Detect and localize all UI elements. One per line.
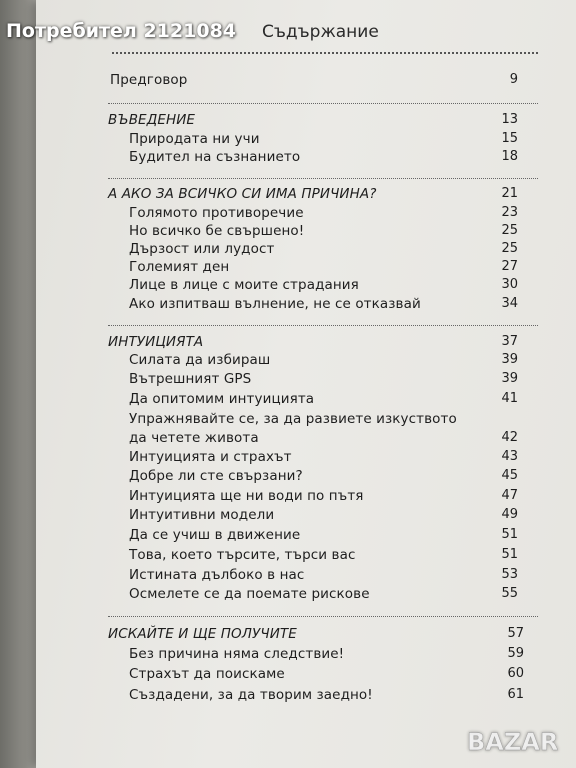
toc-entry bbox=[0, 391, 576, 411]
toc-entry-page: 25 bbox=[501, 241, 518, 256]
toc-entry-page: 61 bbox=[507, 687, 524, 702]
toc-entry-page: 41 bbox=[501, 391, 518, 406]
toc-entry-page: 42 bbox=[501, 430, 518, 445]
toc-entry-page: 59 bbox=[507, 646, 524, 661]
toc-entry-page: 13 bbox=[501, 112, 518, 127]
toc-entry-title: Вътрешният GPS bbox=[129, 371, 252, 387]
section-divider bbox=[108, 616, 538, 617]
toc-entry-page: 39 bbox=[501, 352, 518, 367]
toc-entry-title: Силата да избираш bbox=[129, 352, 271, 368]
toc-entry-section bbox=[0, 334, 576, 354]
toc-entry-title: Дързост или лудост bbox=[129, 241, 275, 257]
toc-entry bbox=[0, 547, 576, 567]
toc-entry bbox=[0, 430, 576, 450]
toc-entry-page: 60 bbox=[507, 666, 524, 681]
toc-entry bbox=[0, 352, 576, 372]
toc-entry bbox=[0, 241, 576, 261]
toc-entry-page: 9 bbox=[509, 72, 518, 87]
toc-entry-page: 27 bbox=[501, 259, 518, 274]
toc-entry-page: 49 bbox=[501, 507, 518, 522]
toc-entry-title: Ако изпитваш вълнение, не се отказвай bbox=[129, 296, 421, 312]
toc-entry-title: Голямото противоречие bbox=[129, 205, 304, 221]
toc-entry-title: Това, което търсите, търси вас bbox=[129, 547, 356, 563]
toc-entry bbox=[0, 507, 576, 527]
toc-entry-title: Упражнявайте се, за да развиете изкуството bbox=[129, 411, 457, 427]
toc-entry bbox=[0, 223, 576, 243]
toc-entry-title: Интуитивни модели bbox=[129, 507, 275, 523]
toc-entry-section bbox=[0, 186, 576, 206]
toc-entry-title: А АКО ЗА ВСИЧКО СИ ИМА ПРИЧИНА? bbox=[108, 186, 377, 202]
toc-entry-section bbox=[0, 112, 576, 132]
toc-entry-page: 15 bbox=[501, 131, 518, 146]
toc-entry-title: да четете живота bbox=[129, 430, 259, 446]
bazar-logo bbox=[465, 722, 565, 765]
toc-entry-title: Големият ден bbox=[129, 259, 230, 275]
toc-entry-page: 25 bbox=[501, 223, 518, 238]
section-divider bbox=[108, 178, 538, 179]
toc-entry bbox=[0, 411, 576, 431]
toc-entry bbox=[0, 131, 576, 151]
section-divider bbox=[108, 325, 538, 326]
toc-entry-title: Да се учиш в движение bbox=[129, 527, 301, 543]
toc-entry-title: Страхът да поискаме bbox=[129, 666, 285, 682]
toc-entry bbox=[0, 687, 576, 707]
toc-entry-title: Природата ни учи bbox=[129, 131, 260, 147]
page-title: Съдържание bbox=[262, 22, 379, 42]
toc-entry-page: 47 bbox=[501, 488, 518, 503]
toc-entry bbox=[0, 277, 576, 297]
toc-entry-title: Без причина няма следствие! bbox=[129, 646, 345, 662]
toc-entry-title: Добре ли сте свързани? bbox=[129, 468, 303, 484]
section-divider bbox=[108, 103, 538, 104]
toc-entry-page: 39 bbox=[501, 371, 518, 386]
toc-entry-title: Интуицията и страхът bbox=[129, 449, 292, 465]
toc-entry-title: Осмелете се да поемате рискове bbox=[129, 586, 370, 602]
toc-entry bbox=[0, 488, 576, 508]
toc-entry-title: ИНТУИЦИЯТА bbox=[108, 334, 204, 350]
toc-entry-page: 53 bbox=[501, 567, 518, 582]
toc-entry-page: 21 bbox=[501, 186, 518, 201]
toc-entry-title: Будител на съзнанието bbox=[129, 149, 301, 165]
toc-entry-title: ВЪВЕДЕНИЕ bbox=[108, 112, 196, 128]
toc-entry bbox=[0, 259, 576, 279]
toc-entry bbox=[0, 449, 576, 469]
toc-entry bbox=[0, 371, 576, 391]
toc-entry bbox=[0, 527, 576, 547]
bazar-logo-text: BAZAR bbox=[467, 728, 559, 756]
toc-entry bbox=[0, 149, 576, 169]
toc-entry-page: 30 bbox=[501, 277, 518, 292]
toc-entry bbox=[0, 646, 576, 666]
toc-entry-page: 45 bbox=[501, 468, 518, 483]
toc-entry-title: ИСКАЙТЕ И ЩЕ ПОЛУЧИТЕ bbox=[108, 626, 297, 642]
toc-entry-page: 43 bbox=[501, 449, 518, 464]
toc-entry-foreword bbox=[0, 72, 576, 92]
header-divider bbox=[112, 52, 538, 54]
toc-entry-title: Предговор bbox=[110, 72, 188, 88]
toc-entry-page: 34 bbox=[501, 296, 518, 311]
toc-entry bbox=[0, 666, 576, 686]
bazar-logo-mark bbox=[465, 722, 565, 758]
user-watermark: Потребител 2121084 bbox=[6, 20, 237, 42]
toc-entry bbox=[0, 468, 576, 488]
toc-entry-title: Истината дълбоко в нас bbox=[129, 567, 305, 583]
toc-entry-page: 23 bbox=[501, 205, 518, 220]
toc-entry-title: Интуицията ще ни води по пътя bbox=[129, 488, 364, 504]
toc-entry-section bbox=[0, 626, 576, 646]
toc-entry-page: 51 bbox=[501, 527, 518, 542]
toc-entry-page: 51 bbox=[501, 547, 518, 562]
toc-entry-page: 55 bbox=[501, 586, 518, 601]
toc-entry-page: 57 bbox=[507, 626, 524, 641]
toc-entry-title: Лице в лице с моите страдания bbox=[129, 277, 359, 293]
toc-entry-title: Но всичко бе свършено! bbox=[129, 223, 305, 239]
toc-entry bbox=[0, 567, 576, 587]
toc-entry-title: Да опитомим интуицията bbox=[129, 391, 315, 407]
toc-entry bbox=[0, 205, 576, 225]
toc-entry-page: 37 bbox=[501, 334, 518, 349]
toc-entry bbox=[0, 296, 576, 316]
toc-entry bbox=[0, 586, 576, 606]
toc-entry-page: 18 bbox=[501, 149, 518, 164]
toc-entry-title: Създадени, за да творим заедно! bbox=[129, 687, 373, 703]
